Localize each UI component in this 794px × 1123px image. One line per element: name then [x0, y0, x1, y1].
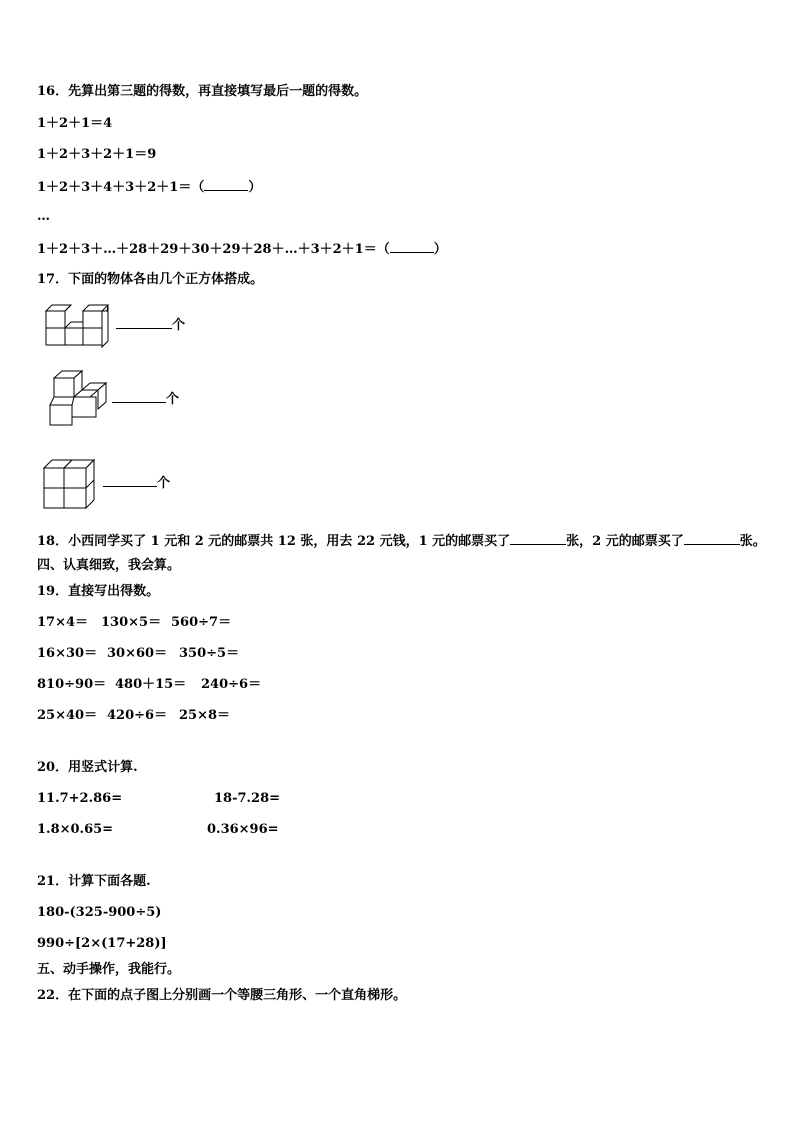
calc-item: 30×60＝ [107, 646, 168, 661]
q20-title: 20．用竖式计算. [37, 760, 138, 775]
calc-item: 25×8＝ [179, 708, 231, 723]
q18-text-a: 18．小西同学买了 1 元和 2 元的邮票共 12 张，用去 22 元钱，1 元的邮票买了 [37, 534, 511, 549]
cube-figure-1 [40, 302, 110, 350]
answer-blank[interactable] [116, 316, 172, 329]
q17-answer-1 [116, 316, 185, 334]
q20-item-1: 11.7+2.86= [37, 791, 123, 806]
q16-dots: … [37, 209, 50, 224]
q20-item-3: 1.8×0.65= [37, 822, 114, 837]
q18-text [37, 532, 766, 550]
q16-line5-end: ） [433, 242, 447, 257]
cube-figure-3 [40, 456, 98, 512]
calc-item: 16×30＝ [37, 646, 98, 661]
answer-blank[interactable] [204, 178, 248, 191]
answer-blank[interactable] [510, 532, 566, 545]
q19-row-3 [37, 677, 261, 693]
q20-item-2: 18-7.28= [214, 791, 281, 806]
q16-title: 16．先算出第三题的得数，再直接填写最后一题的得数。 [37, 84, 368, 99]
calc-item: 240÷6＝ [201, 677, 262, 692]
q16-line3 [37, 178, 261, 196]
section-5-heading: 五、动手操作，我能行。 [37, 962, 181, 977]
answer-blank[interactable] [390, 240, 434, 253]
unit-label: 个 [172, 318, 186, 333]
answer-blank[interactable] [684, 532, 740, 545]
q18-text-c: 张。 [739, 534, 766, 549]
unit-label: 个 [157, 476, 171, 491]
q16-line2: 1＋2＋3＋2＋1＝9 [37, 147, 157, 162]
q16-line5-text: 1＋2＋3＋…＋28＋29＋30＋29＋28＋…＋3＋2＋1＝（ [37, 242, 390, 257]
q21-item-2: 990÷[2×(17+28)] [37, 936, 167, 951]
q17-title: 17．下面的物体各由几个正方体搭成。 [37, 272, 264, 287]
calc-item: 560÷7＝ [171, 615, 232, 630]
cube-figure-2 [44, 368, 108, 428]
q21-title: 21．计算下面各题. [37, 874, 151, 889]
calc-item: 350÷5＝ [179, 646, 240, 661]
q16-line3-text: 1＋2＋3＋4＋3＋2＋1＝（ [37, 180, 205, 195]
answer-blank[interactable] [103, 474, 157, 487]
q19-title: 19．直接写出得数。 [37, 584, 160, 599]
calc-item: 17×4＝ [37, 615, 89, 630]
q19-row-1 [37, 615, 231, 631]
unit-label: 个 [166, 392, 180, 407]
q18-text-b: 张，2 元的邮票买了 [566, 534, 684, 549]
calc-item: 810÷90＝ [37, 677, 107, 692]
calc-item: 130×5＝ [101, 615, 162, 630]
q17-answer-2 [112, 390, 179, 408]
q20-item-4: 0.36×96= [207, 822, 279, 837]
q19-row-4 [37, 708, 230, 724]
calc-item: 25×40＝ [37, 708, 98, 723]
q21-item-1: 180-(325-900÷5) [37, 905, 162, 920]
q16-line5 [37, 240, 447, 258]
q17-answer-3 [103, 474, 170, 492]
calc-item: 420÷6＝ [107, 708, 168, 723]
section-4-heading: 四、认真细致，我会算。 [37, 558, 181, 573]
q22-title: 22．在下面的点子图上分别画一个等腰三角形、一个直角梯形。 [37, 988, 407, 1003]
q16-line1: 1＋2＋1＝4 [37, 116, 113, 131]
answer-blank[interactable] [112, 390, 166, 403]
q19-row-2 [37, 646, 239, 662]
q16-line3-end: ） [248, 180, 262, 195]
calc-item: 480＋15＝ [115, 677, 187, 692]
